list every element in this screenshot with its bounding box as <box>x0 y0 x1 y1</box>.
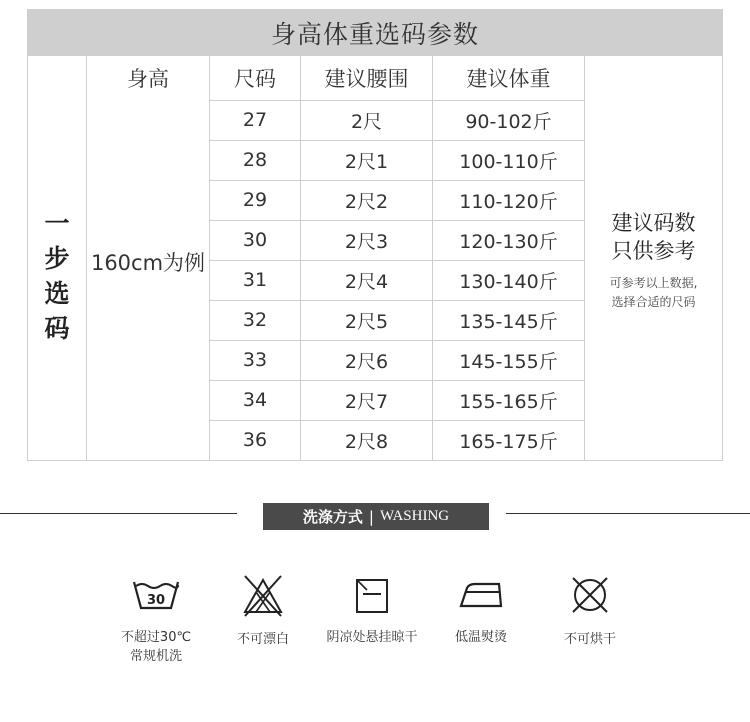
weight-cell: 120-130斤 <box>459 230 558 253</box>
size-note-detail-line: 可参考以上数据, <box>609 276 698 290</box>
wash-label: 不可漂白 <box>236 632 289 647</box>
wash-30-icon <box>132 578 180 612</box>
wash-temp-text: 30 <box>146 593 166 608</box>
side-label-char: 码 <box>44 314 70 343</box>
size-note-line: 建议码数 <box>611 211 696 235</box>
size-chart-title: 身高体重选码参数 <box>27 9 723 56</box>
size-cell: 30 <box>242 229 268 251</box>
size-chart-grid <box>27 56 723 461</box>
washing-title-cn: 洗涤方式 <box>302 508 363 526</box>
waist-cell: 2尺 <box>350 110 383 133</box>
weight-cell: 145-155斤 <box>459 350 558 373</box>
size-cell: 28 <box>242 149 268 171</box>
size-note-detail <box>585 274 722 312</box>
weight-cell: 155-165斤 <box>459 390 558 413</box>
size-note-line: 只供参考 <box>611 239 696 263</box>
wash-label: 不超过30℃ <box>120 630 192 645</box>
washing-title-en: WASHING <box>379 508 450 524</box>
waist-cell: 2尺4 <box>344 270 389 293</box>
weight-cell: 135-145斤 <box>459 310 558 333</box>
wash-instruction-item <box>208 578 318 649</box>
size-note-detail-line: 选择合适的尺码 <box>611 295 696 309</box>
wash-label: 常规机洗 <box>129 649 182 664</box>
header-weight: 建议体重 <box>466 67 551 91</box>
weight-cell: 100-110斤 <box>459 150 558 173</box>
washing-title-separator: | <box>368 507 374 526</box>
waist-cell: 2尺1 <box>344 150 389 173</box>
wash-instruction-item <box>101 578 211 666</box>
waist-cell: 2尺5 <box>344 310 389 333</box>
side-label-char: 一 <box>44 209 70 238</box>
size-cell: 34 <box>242 389 268 411</box>
side-label-char: 选 <box>44 279 70 308</box>
header-height: 身高 <box>127 67 169 91</box>
wash-label: 低温熨烫 <box>454 630 507 645</box>
waist-cell: 2尺2 <box>344 190 389 213</box>
size-cell: 36 <box>242 429 268 451</box>
weight-cell: 165-175斤 <box>459 430 558 453</box>
size-note <box>585 209 722 265</box>
header-size: 尺码 <box>234 67 276 91</box>
no-tumble-dry-icon <box>569 574 611 616</box>
side-label <box>28 206 86 346</box>
size-cell: 27 <box>242 109 268 131</box>
waist-cell: 2尺7 <box>344 390 389 413</box>
size-cell: 32 <box>242 309 268 331</box>
waist-cell: 2尺8 <box>344 430 389 453</box>
washing-banner <box>263 503 489 530</box>
height-example: 160cm为例 <box>90 251 206 275</box>
size-cell: 33 <box>242 349 268 371</box>
weight-cell: 110-120斤 <box>459 190 558 213</box>
wash-instruction-item <box>317 578 427 647</box>
weight-cell: 90-102斤 <box>465 110 552 133</box>
wash-label: 不可烘干 <box>563 632 616 647</box>
header-waist: 建议腰围 <box>324 67 409 91</box>
line-dry-shade-icon <box>355 578 389 614</box>
waist-cell: 2尺3 <box>344 230 389 253</box>
size-chart-table <box>27 9 723 461</box>
wash-label: 阴凉处悬挂晾干 <box>326 630 418 645</box>
wash-instruction-item <box>426 578 536 647</box>
no-bleach-icon <box>241 574 285 618</box>
side-label-char: 步 <box>44 244 70 273</box>
size-cell: 31 <box>242 269 268 291</box>
wash-instruction-item <box>535 578 645 649</box>
section-divider <box>0 513 237 514</box>
weight-cell: 130-140斤 <box>459 270 558 293</box>
low-iron-icon <box>457 578 505 612</box>
section-divider <box>506 513 750 514</box>
size-cell: 29 <box>242 189 268 211</box>
waist-cell: 2尺6 <box>344 350 389 373</box>
